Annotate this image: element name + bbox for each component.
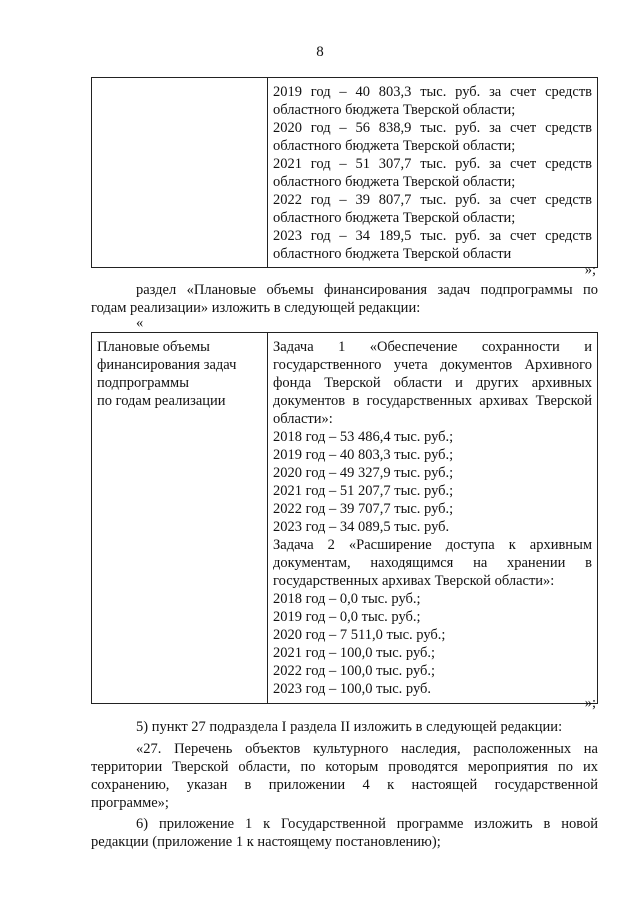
table-line: государственного учета документов Архивного xyxy=(273,357,592,373)
table-line: областного бюджета Тверской области; xyxy=(273,102,516,118)
closing-quote: »; xyxy=(584,262,596,278)
funding-table-new xyxy=(91,332,598,704)
funding-table-continued xyxy=(91,77,598,268)
text-line: «27. Перечень объектов культурного наследия, расположенных на xyxy=(136,741,598,757)
table-line: Плановые объемы xyxy=(97,339,210,355)
table-line: Задача 1 «Обеспечение сохранности и xyxy=(273,339,592,355)
table-line: областного бюджета Тверской области; xyxy=(273,210,516,226)
table-line: 2023 год – 100,0 тыс. руб. xyxy=(273,681,432,697)
text-line: программе»; xyxy=(91,795,169,811)
table-line: государственных архивах Тверской области»: xyxy=(273,573,555,589)
table-line: фонда Тверской области и других архивных xyxy=(273,375,592,391)
text-line: 6) приложение 1 к Государственной программе изложить в новой xyxy=(136,816,598,832)
text-line: 5) пункт 27 подраздела I раздела II изложить в следующей редакции: xyxy=(136,719,563,735)
table-cell-empty xyxy=(92,78,268,268)
table-line: документов в государственных архивах Тверской xyxy=(273,393,592,409)
text-line: годам реализации» изложить в следующей редакции: xyxy=(91,300,421,316)
table-line: подпрограммы xyxy=(97,375,189,391)
table-line: 2019 год – 0,0 тыс. руб.; xyxy=(273,609,421,625)
opening-quote: « xyxy=(136,315,144,331)
table-line: 2020 год – 56 838,9 тыс. руб. за счет средств xyxy=(273,120,592,136)
table-line: 2023 год – 34 089,5 тыс. руб. xyxy=(273,519,450,535)
table-line: 2021 год – 51 207,7 тыс. руб.; xyxy=(273,483,454,499)
page-number: 8 xyxy=(316,44,324,60)
text-line: сохранению, указан в приложении 4 к настоящей государственной xyxy=(91,777,598,793)
table-line: документам, находящимся на хранении в xyxy=(273,555,592,571)
table-cell-tasks xyxy=(268,333,598,704)
table-line: 2018 год – 0,0 тыс. руб.; xyxy=(273,591,421,607)
table-row xyxy=(92,333,598,704)
table-row xyxy=(92,78,598,268)
item-6 xyxy=(91,815,598,851)
text-line: редакции (приложение 1 к настоящему постановлению); xyxy=(91,834,441,850)
table-line: 2021 год – 100,0 тыс. руб.; xyxy=(273,645,436,661)
table-line: областного бюджета Тверской области; xyxy=(273,174,516,190)
text-line: раздел «Плановые объемы финансирования задач подпрограммы по xyxy=(136,282,598,298)
table-line: по годам реализации xyxy=(97,393,226,409)
table-line: 2019 год – 40 803,3 тыс. руб. за счет средств xyxy=(273,84,592,100)
table-line: 2020 год – 7 511,0 тыс. руб.; xyxy=(273,627,446,643)
table-line: 2022 год – 39 807,7 тыс. руб. за счет средств xyxy=(273,192,592,208)
table-line: областного бюджета Тверской области; xyxy=(273,138,516,154)
table-line: 2018 год – 53 486,4 тыс. руб.; xyxy=(273,429,454,445)
table-line: финансирования задач xyxy=(97,357,237,373)
table-line: области»: xyxy=(273,411,333,427)
table-line: 2020 год – 49 327,9 тыс. руб.; xyxy=(273,465,454,481)
section-instruction xyxy=(91,281,598,317)
table-line: 2021 год – 51 307,7 тыс. руб. за счет средств xyxy=(273,156,592,172)
item-27 xyxy=(91,740,598,812)
table-line: 2022 год – 100,0 тыс. руб.; xyxy=(273,663,436,679)
closing-quote: »; xyxy=(584,695,596,711)
table-cell-funding-years xyxy=(268,78,598,268)
text-line: территории Тверской области, по которым проводятся мероприятия по их xyxy=(91,759,598,775)
item-5 xyxy=(91,718,598,736)
table-line: Задача 2 «Расширение доступа к архивным xyxy=(273,537,592,553)
table-line: 2022 год – 39 707,7 тыс. руб.; xyxy=(273,501,454,517)
table-line: областного бюджета Тверской области xyxy=(273,246,512,262)
table-cell-heading xyxy=(92,333,268,704)
table-line: 2023 год – 34 189,5 тыс. руб. за счет средств xyxy=(273,228,592,244)
table-line: 2019 год – 40 803,3 тыс. руб.; xyxy=(273,447,454,463)
